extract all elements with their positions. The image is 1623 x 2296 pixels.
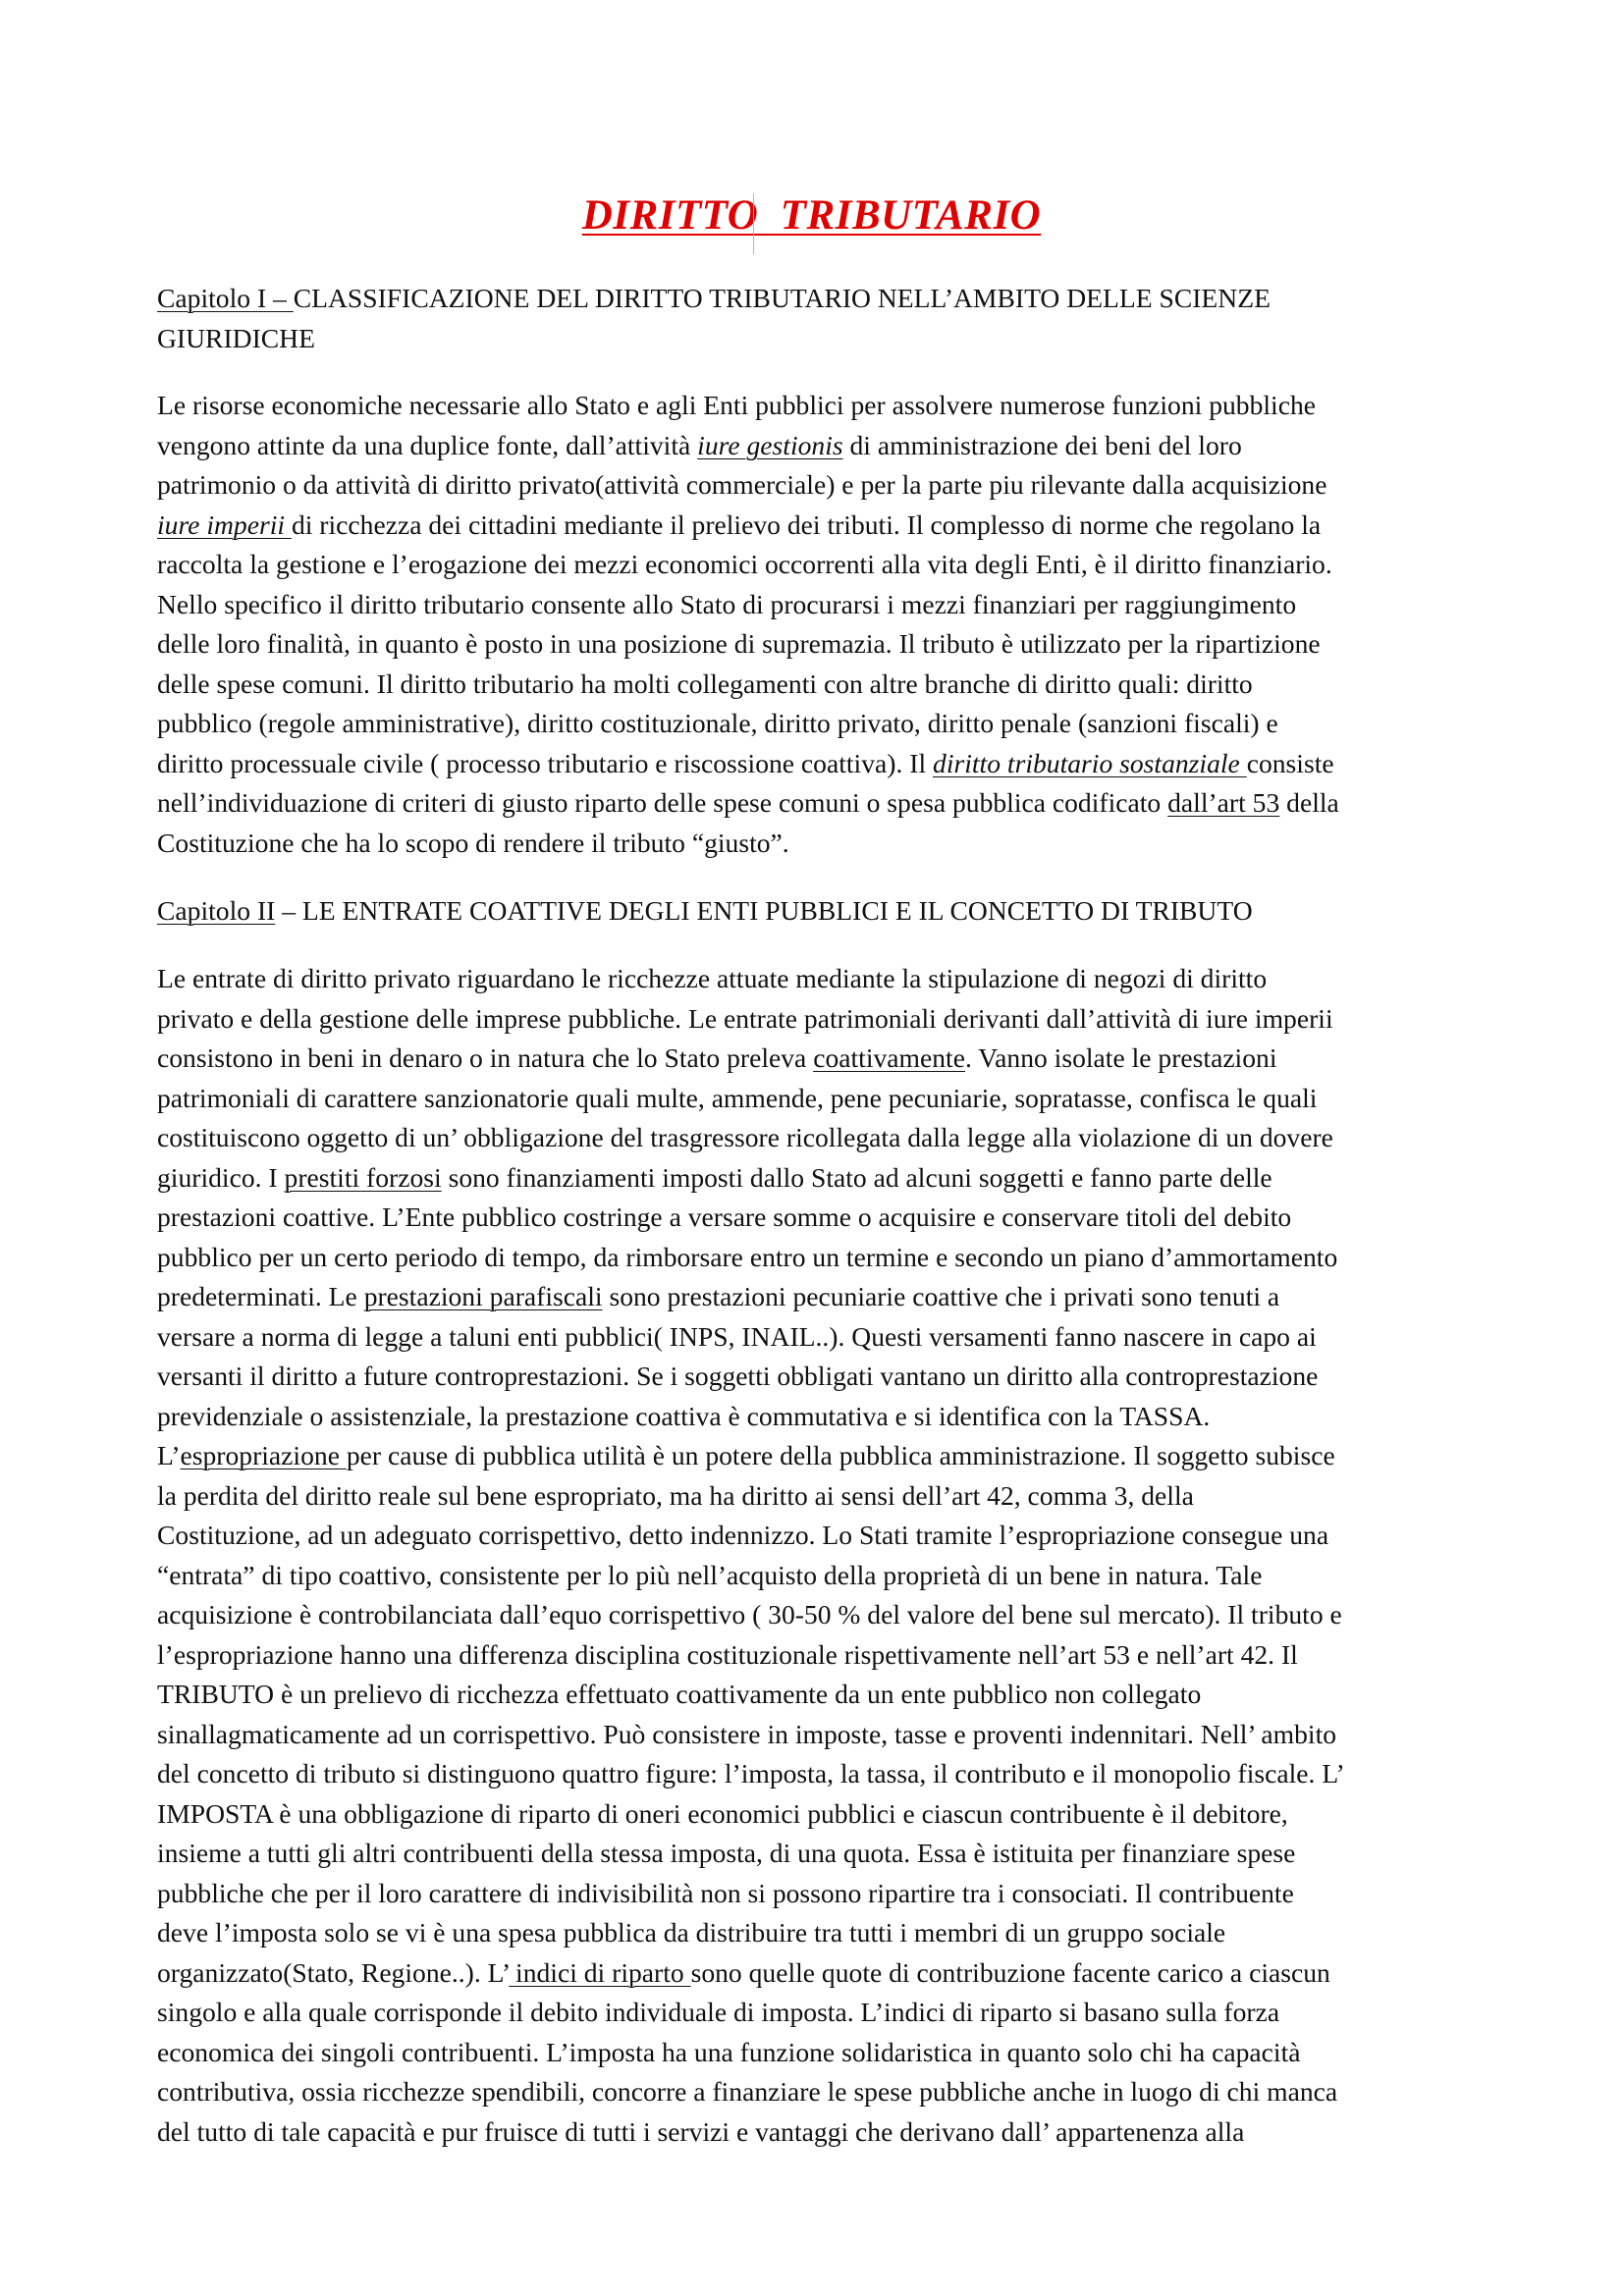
chapter-1-paragraph: Le risorse economiche necessarie allo Stato e agli Enti pubblici per assolvere numerose funzioni pubbliche vengono attinte da una duplice fonte, dall’attività iure gestionis di amministrazione dei beni del loro patrimonio o da attività di diritto privato(attività commerciale) e per la parte piu rilevante dalla acquisizione iure imperii di ricchezza dei cittadini mediante il prelievo dei tributi. Il complesso di norme che regolano la raccolta la gestione e l’erogazione dei mezzi economici occorrenti alla vita degli Enti, è il diritto finanziario. Nello specifico il diritto tributario consente allo Stato di procurarsi i mezzi finanziari per raggiungimento delle loro finalità, in quanto è posto in una posizione di supremazia. Il tributo è utilizzato per la ripartizione delle spese comuni. Il diritto tributario ha molti collegamenti con altre branche di diritto quali: diritto pubblico (regole amministrative), diritto costituzionale, diritto privato, diritto penale (sanzioni fiscali) e diritto processuale civile ( processo tributario e riscossione coattiva). Il diritto tributario sostanziale consiste nell’individuazione di criteri di giusto riparto delle spese comuni o spesa pubblica codificato dall’art 53 della Costituzione che ha lo scopo di rendere il tributo “giusto”. <box>157 390 1339 858</box>
document-title: DIRITTO TRIBUTARIO <box>581 192 1042 239</box>
term-prestiti-forzosi: prestiti forzosi <box>284 1161 442 1193</box>
term-diritto-sostanziale: diritto tributario sostanziale <box>933 747 1247 778</box>
chapter-1-heading: Capitolo I – CLASSIFICAZIONE DEL DIRITTO TRIBUTARIO NELL’AMBITO DELLE SCIENZE GIURIDICHE <box>157 283 1271 353</box>
chapter-2-title: – LE ENTRATE COATTIVE DEGLI ENTI PUBBLICI E IL CONCETTO DI TRIBUTO <box>275 895 1253 926</box>
term-prestazioni-parafiscali: prestazioni parafiscali <box>363 1281 603 1311</box>
term-iure-gestionis: iure gestionis <box>697 429 843 460</box>
chapter-2-label: Capitolo II <box>157 895 276 926</box>
ref-art-53: dall’art 53 <box>1167 787 1280 818</box>
chapter-2-paragraph: Le entrate di diritto privato riguardano le ricchezze attuate mediante la stipulazione di negozi di diritto privato e della gestione delle imprese pubbliche. Le entrate patrimoniali derivanti dall’attività di iure imperii consistono in beni in denaro o in natura che lo Stato preleva coattivamente. Vanno isolate le prestazioni patrimoniali di carattere sanzionatorie quali multe, ammende, pene pecuniarie, sopratasse, confisca le quali costituiscono oggetto di un’ obbligazione del trasgressore ricollegata dalla legge alla violazione di un dovere giuridico. I prestiti forzosi sono finanziamenti imposti dallo Stato ad alcuni soggetti e fanno parte delle prestazioni coattive. L’Ente pubblico costringe a versare somme o acquisire e conservare titoli del debito pubblico per un certo periodo di tempo, da rimborsare entro un termine e secondo un piano d’ammortamento predeterminati. Le prestazioni parafiscali sono prestazioni pecuniarie coattive che i privati sono tenuti a versare a norma di legge a taluni enti pubblici( INPS, INAIL..). Questi versamenti fanno nascere in capo ai versanti il diritto a future controprestazioni. Se i soggetti obbligati vantano un diritto alla controprestazione previdenziale o assistenziale, la prestazione coattiva è commutativa e si identifica con la TASSA. L’espropriazione per cause di pubblica utilità è un potere della pubblica amministrazione. Il soggetto subisce la perdita del diritto reale sul bene espropriato, ma ha diritto ai sensi dell’art 42, comma 3, della Costituzione, ad un adeguato corrispettivo, detto indennizzo. Lo Stati tramite l’espropriazione consegue una “entrata” di tipo coattivo, consistente per lo più nell’acquisto della proprietà di un bene in natura. Tale acquisizione è controbilanciata dall’equo corrispettivo ( 30-50 % del valore del bene sul mercato). Il tributo e l’espropriazione hanno una differenza disciplina costituzionale rispettivamente nell’art 53 e nell’art 42. Il TRIBUTO è un prelievo di ricchezza effettuato coattivamente da un ente pubblico non collegato sinallagmaticamente ad un corrispettivo. Può consistere in imposte, tasse e proventi indennitari. Nell’ ambito del concetto di tributo si distinguono quattro figure: l’imposta, la tassa, il contributo e il monopolio fiscale. L’ IMPOSTA è una obbligazione di riparto di oneri economici pubblici e ciascun contribuente è il debitore, insieme a tutti gli altri contribuenti della stessa imposta, di una quota. Essa è istituita per finanziare spese pubbliche che per il loro carattere di indivisibilità non si possono ripartire tra i consociati. Il contribuente deve l’imposta solo se vi è una spesa pubblica da distribuire tra tutti i membri di un gruppo sociale organizzato(Stato, Regione..). L’ indici di riparto sono quelle quote di contribuzione facente carico a ciascun singolo e alla quale corrisponde il debito individuale di imposta. L’indici di riparto si basano sulla forza economica dei singoli contribuenti. L’imposta ha una funzione solidaristica in quanto solo chi ha capacità contributiva, ossia ricchezze spendibili, concorre a finanziare le spese pubbliche anche in luogo di chi manca del tutto di tale capacità e pur fruisce di tutti i servizi e vantaggi che derivano dall’ appartenenza alla <box>157 963 1345 2147</box>
term-iure-imperii: iure imperii <box>157 508 292 540</box>
chapter-1-label: Capitolo I – <box>157 283 294 313</box>
term-coattivamente: coattivamente <box>813 1042 965 1073</box>
term-espropriazione: espropriazione <box>180 1440 347 1470</box>
term-indici-riparto: indici di riparto <box>509 1956 691 1988</box>
text-cursor <box>753 193 754 254</box>
chapter-2-heading <box>157 891 1488 932</box>
